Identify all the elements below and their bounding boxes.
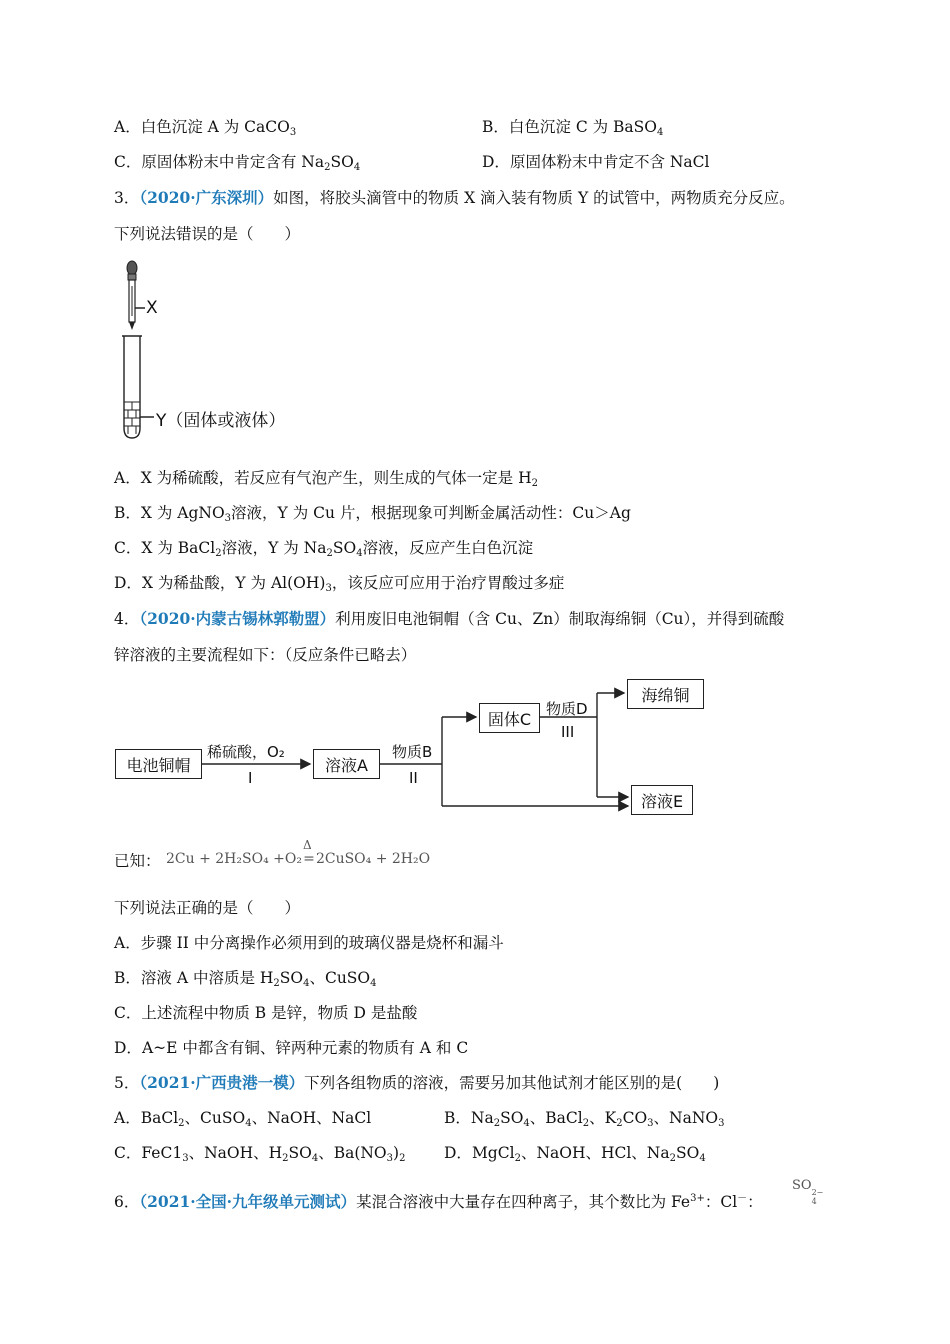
q5-source: （2021·广西贵港一模） bbox=[139, 1073, 305, 1092]
q6-stem: 6．（2021·全国·九年级单元测试）某混合溶液中大量存在四种离子，其个数比为 $Fe^{3+}$：Cl－： bbox=[114, 1192, 763, 1211]
q3-option-b: B．X 为 AgNO$_3$溶液，Y 为 Cu 片，根据现象可判断金属活动性：Cu＞Ag bbox=[114, 504, 631, 524]
dropper-collar bbox=[128, 274, 136, 280]
flow-step3-reagent: 物质D bbox=[546, 700, 588, 718]
delta-symbol: Δ bbox=[302, 838, 312, 852]
q5-option-b: B．$Na_2SO_4$、BaCl$_2$、$K_2CO_3$、NaNO$_3$ bbox=[444, 1109, 725, 1129]
q3-option-c: C．X 为 BaCl$_2$溶液，Y 为 $Na_2SO_4$溶液，反应产生白色沉淀 bbox=[114, 539, 534, 559]
q4-stem-line2: 锌溶液的主要流程如下：（反应条件已略去） bbox=[114, 646, 417, 664]
flow-step3-num: III bbox=[561, 723, 575, 741]
dropper-tip bbox=[129, 322, 135, 330]
q3-stem-line1: 3．（2020·广东深圳）如图，将胶头滴管中的物质 X 滴入装有物质 Y 的试管中，两物质充分反应。 bbox=[114, 188, 795, 207]
flow-step1-num: I bbox=[248, 769, 253, 787]
q4-known-equation: 2Cu + 2H₂SO₄ +O₂ Δ =2CuSO₄ + 2H₂O bbox=[166, 849, 430, 869]
test-tube-contents bbox=[124, 402, 140, 434]
flow-box-sponge-copper: 海绵铜 bbox=[627, 679, 704, 709]
flow-box-solid-c: 固体C bbox=[479, 703, 540, 733]
q5-option-d: D．MgCl$_2$、NaOH、HCl、$Na_2SO_4$ bbox=[444, 1144, 706, 1164]
q3-stem-line2: 下列说法错误的是（ ） bbox=[114, 225, 301, 243]
q4-option-a: A．步骤 II 中分离操作必须用到的玻璃仪器是烧杯和漏斗 bbox=[114, 934, 504, 952]
q5-option-a: A．BaCl$_2$、CuSO$_4$、NaOH、NaCl bbox=[114, 1109, 372, 1129]
q6-source: （2021·全国·九年级单元测试） bbox=[139, 1192, 357, 1211]
q4-known: 已知： bbox=[114, 852, 161, 870]
label-y: Y（固体或液体） bbox=[156, 411, 286, 431]
q4-option-b: B．溶液 A 中溶质是 $H_2SO_4$、CuSO$_4$ bbox=[114, 969, 377, 989]
q2-option-c: C．原固体粉末中肯定含有 $Na_2SO_4$ bbox=[114, 153, 361, 173]
flow-box-solution-e: 溶液E bbox=[631, 785, 693, 815]
q2-option-a: A．白色沉淀 A 为 CaCO$_3$ bbox=[114, 118, 297, 138]
q4-ask: 下列说法正确的是（ ） bbox=[114, 899, 301, 917]
sulfate-ion: SO 2− 4 bbox=[792, 1178, 824, 1206]
q5-option-c: C．$FeC1_3$、NaOH、$H_2SO_4$、$Ba(NO_3)_2$ bbox=[114, 1144, 406, 1164]
q2-option-b: B．白色沉淀 C 为 BaSO$_4$ bbox=[482, 118, 664, 138]
label-x: X bbox=[146, 298, 158, 318]
q3-option-d: D．X 为稀盐酸，Y 为 $Al(OH)_3$，该反应可应用于治疗胃酸过多症 bbox=[114, 574, 565, 594]
q4-option-d: D．A~E 中都含有铜、锌两种元素的物质有 A 和 C bbox=[114, 1039, 469, 1057]
q3-option-a: A．X 为稀硫酸，若反应有气泡产生，则生成的气体一定是 $H_2$ bbox=[114, 469, 538, 489]
dropper-bulb bbox=[127, 261, 137, 275]
q2-option-d: D．原固体粉末中肯定不含 NaCl bbox=[482, 153, 710, 171]
q3-source: （2020·广东深圳） bbox=[139, 188, 274, 207]
flow-box-battery-cap: 电池铜帽 bbox=[115, 749, 202, 779]
flow-box-solution-a: 溶液A bbox=[313, 749, 380, 779]
flow-step2-reagent: 物质B bbox=[392, 743, 433, 761]
flow-step2-num: II bbox=[409, 769, 418, 787]
q5-stem: 5．（2021·广西贵港一模）下列各组物质的溶液，需要另加其他试剂才能区别的是( ) bbox=[114, 1073, 720, 1092]
flow-step1-reagent: 稀硫酸，O₂ bbox=[207, 743, 285, 761]
q4-source: （2020·内蒙古锡林郭勒盟） bbox=[139, 609, 336, 628]
q4-option-c: C．上述流程中物质 B 是锌，物质 D 是盐酸 bbox=[114, 1004, 418, 1022]
q4-stem-line1: 4．（2020·内蒙古锡林郭勒盟）利用废旧电池铜帽（含 Cu、Zn）制取海绵铜（Cu），并得到硫酸 bbox=[114, 609, 785, 628]
